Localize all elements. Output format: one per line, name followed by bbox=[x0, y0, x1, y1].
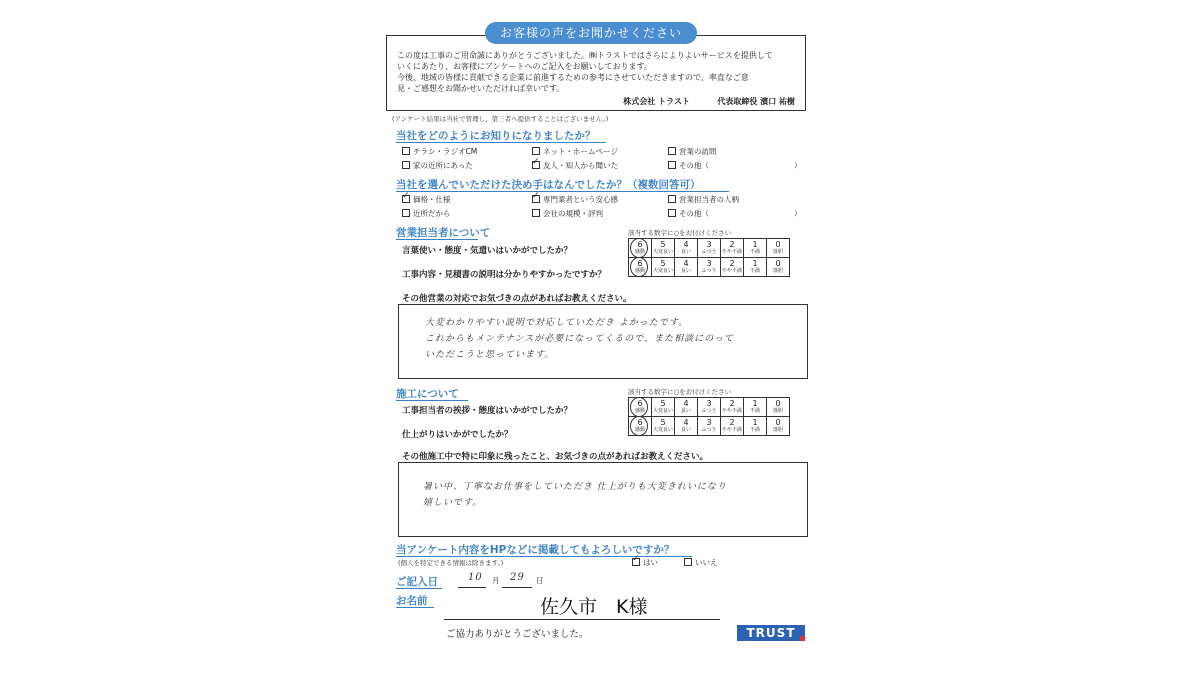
customer-name: 佐久市 K様 bbox=[540, 596, 648, 618]
rating-label: 大変良い bbox=[652, 268, 673, 274]
rating-label: 良い bbox=[680, 249, 691, 255]
rating-cell[interactable] bbox=[652, 239, 675, 258]
q1-option[interactable]: その他（ bbox=[668, 160, 709, 171]
rating-number: 6 bbox=[637, 399, 643, 408]
name-underline bbox=[396, 607, 434, 608]
rating-label: 大変良い bbox=[652, 408, 673, 414]
checkbox-icon bbox=[668, 147, 676, 155]
rating-number: 0 bbox=[775, 418, 781, 427]
checkbox-icon bbox=[684, 558, 692, 566]
q1-option[interactable]: ネット・ホームページ bbox=[532, 146, 618, 157]
rating-number: 3 bbox=[706, 259, 712, 268]
handwritten-line: 大変わかりやすい説明で対応していただき よかったです。 bbox=[425, 318, 689, 328]
publish-note: (個人を特定できる情報は除きます。) bbox=[398, 559, 504, 567]
handwritten-line: 暑い中、丁寧なお仕事をしていただき 仕上がりも大変きれいになり bbox=[423, 482, 727, 492]
rating-number: 3 bbox=[706, 399, 712, 408]
rating-label: ふつう bbox=[701, 427, 717, 433]
rating-number: 0 bbox=[775, 399, 781, 408]
rating-hint: 該当する数字に○をお付けください bbox=[628, 388, 732, 396]
q2-underline bbox=[396, 191, 729, 192]
rating-label: 良い bbox=[680, 268, 691, 274]
rating-number: 5 bbox=[660, 418, 666, 427]
entry-month: 10 bbox=[468, 572, 483, 583]
month-unit: 月 bbox=[492, 576, 500, 585]
rating-cell[interactable] bbox=[767, 258, 790, 277]
construction-rating-table bbox=[628, 397, 790, 436]
rating-label: 落胆 bbox=[772, 249, 783, 255]
month-line bbox=[458, 587, 486, 588]
sales-heading: 営業担当者について bbox=[396, 227, 491, 239]
rating-number: 6 bbox=[637, 418, 643, 427]
rating-number: 4 bbox=[683, 399, 689, 408]
rating-cell[interactable] bbox=[721, 258, 744, 277]
rating-label: 大変良い bbox=[652, 249, 673, 255]
rating-cell[interactable] bbox=[721, 417, 744, 436]
signature bbox=[623, 96, 795, 107]
publish-heading: 当アンケート内容をHPなどに掲載してもよろしいですか？ bbox=[396, 544, 675, 556]
rating-number: 3 bbox=[706, 240, 712, 249]
rating-cell[interactable] bbox=[675, 258, 698, 277]
rating-label: 感動 bbox=[634, 249, 645, 255]
privacy-note: (アンケート結果は当社で管理し、第三者へ提供することはございません。) bbox=[392, 115, 609, 123]
sales-comment-box[interactable] bbox=[398, 304, 808, 379]
rating-cell[interactable] bbox=[721, 398, 744, 417]
sales-question-a: 言葉使い・態度・気遣いはいかがでしたか？ bbox=[402, 246, 573, 256]
rating-number: 1 bbox=[752, 240, 758, 249]
q2-option[interactable]: 営業担当者の人柄 bbox=[668, 194, 739, 205]
construction-heading: 施工について bbox=[396, 388, 459, 400]
rating-number: 2 bbox=[729, 259, 735, 268]
construction-comment-label: その他施工中で特に印象に残ったこと、お気づきの点があればお教えください。 bbox=[402, 452, 709, 462]
rating-cell[interactable] bbox=[698, 239, 721, 258]
rating-number: 5 bbox=[660, 240, 666, 249]
q1-option[interactable]: チラシ・ラジオCM bbox=[402, 146, 477, 157]
rating-label: 不満 bbox=[749, 249, 760, 255]
publish-no[interactable]: いいえ bbox=[684, 557, 718, 568]
rating-number: 1 bbox=[752, 399, 758, 408]
survey-title: お客様の声をお聞かせください bbox=[485, 22, 697, 44]
rating-cell[interactable] bbox=[629, 258, 652, 277]
rating-cell[interactable] bbox=[767, 398, 790, 417]
rating-cell[interactable] bbox=[675, 417, 698, 436]
close-paren: ） bbox=[794, 209, 802, 218]
rating-number: 6 bbox=[637, 240, 643, 249]
intro-box bbox=[386, 35, 806, 111]
rating-label: 不満 bbox=[749, 408, 760, 414]
checkbox-icon bbox=[402, 147, 410, 155]
sales-question-b: 工事内容・見積書の説明は分かりやすかったですか？ bbox=[402, 270, 607, 280]
rating-cell[interactable] bbox=[652, 398, 675, 417]
checkbox-icon bbox=[402, 209, 410, 217]
rating-label: ふつう bbox=[701, 249, 717, 255]
rating-number: 3 bbox=[706, 418, 712, 427]
rating-label: 不満 bbox=[749, 427, 760, 433]
rating-cell[interactable] bbox=[698, 258, 721, 277]
close-paren: ） bbox=[794, 161, 802, 170]
rating-label: やや不満 bbox=[721, 249, 742, 255]
entry-date-label: ご記入日 bbox=[396, 576, 438, 588]
rating-number: 4 bbox=[683, 240, 689, 249]
checkbox-icon bbox=[668, 209, 676, 217]
logo-text: TRUST bbox=[746, 626, 796, 640]
selected-circle-mark bbox=[630, 397, 648, 417]
selected-circle-mark bbox=[630, 257, 648, 277]
rating-cell[interactable] bbox=[675, 239, 698, 258]
q2-option[interactable]: ✓ 専門業者という安心感 bbox=[532, 194, 618, 205]
rating-label: 感動 bbox=[634, 427, 645, 433]
rating-cell[interactable] bbox=[744, 258, 767, 277]
survey-sheet bbox=[384, 22, 812, 647]
rating-label: 感動 bbox=[634, 408, 645, 414]
rating-label: やや不満 bbox=[721, 427, 742, 433]
day-line bbox=[502, 587, 532, 588]
rating-row bbox=[629, 417, 790, 436]
rating-number: 1 bbox=[752, 418, 758, 427]
rating-label: ふつう bbox=[701, 268, 717, 274]
company-name: 株式会社 トラスト bbox=[623, 97, 690, 106]
rating-label: 良い bbox=[680, 427, 691, 433]
rating-cell[interactable] bbox=[744, 239, 767, 258]
q1-option[interactable]: ✓ 友人・知人から聞いた bbox=[532, 160, 618, 171]
rating-cell[interactable] bbox=[652, 258, 675, 277]
rating-label: やや不満 bbox=[721, 408, 742, 414]
rating-label: やや不満 bbox=[721, 268, 742, 274]
q2-option[interactable]: 会社の規模・評判 bbox=[532, 208, 603, 219]
rating-cell[interactable] bbox=[629, 398, 652, 417]
rating-number: 4 bbox=[683, 418, 689, 427]
rating-cell[interactable] bbox=[698, 417, 721, 436]
rating-row bbox=[629, 398, 790, 417]
rating-cell[interactable] bbox=[767, 417, 790, 436]
day-unit: 日 bbox=[536, 576, 544, 585]
selected-circle-mark bbox=[630, 416, 648, 436]
handwritten-line: これからもメンテナンスが必要になってくるので、また相談にのって bbox=[425, 334, 735, 344]
rating-number: 5 bbox=[660, 399, 666, 408]
name-label: お名前 bbox=[396, 595, 428, 607]
rating-number: 2 bbox=[729, 399, 735, 408]
sales-underline bbox=[396, 239, 478, 240]
q1-option[interactable]: 家の近所にあった bbox=[402, 160, 473, 171]
rating-label: 不満 bbox=[749, 268, 760, 274]
rating-number: 2 bbox=[729, 418, 735, 427]
intro-line: この度は工事のご用命誠にありがとうございました。㈱トラストではさらによりよいサービスを提供して bbox=[397, 51, 773, 60]
rating-label: ふつう bbox=[701, 408, 717, 414]
rating-cell[interactable] bbox=[721, 239, 744, 258]
thanks-text: ご協力ありがとうございました。 bbox=[446, 629, 589, 640]
sales-comment-label: その他営業の対応でお気づきの点があればお教えください。 bbox=[402, 294, 632, 304]
q1-heading: 当社をどのようにお知りになりましたか？ bbox=[396, 130, 596, 142]
construction-comment-box[interactable] bbox=[398, 462, 808, 537]
rating-cell[interactable] bbox=[698, 398, 721, 417]
rating-cell[interactable] bbox=[652, 417, 675, 436]
intro-line: いくにあたり、お客様にアンケートへのご記入をお願いしております。 bbox=[397, 62, 652, 71]
rating-number: 0 bbox=[775, 240, 781, 249]
rating-label: 落胆 bbox=[772, 408, 783, 414]
q2-option[interactable]: ✓価格・仕様 bbox=[402, 194, 451, 205]
rating-hint: 該当する数字に○をお付けください bbox=[628, 229, 732, 237]
rating-label: 落胆 bbox=[772, 427, 783, 433]
checked-checkbox-icon bbox=[402, 195, 410, 203]
rating-label: 良い bbox=[680, 408, 691, 414]
selected-circle-mark bbox=[630, 238, 648, 258]
rating-label: 大変良い bbox=[652, 427, 673, 433]
rating-number: 5 bbox=[660, 259, 666, 268]
q2-option[interactable]: 近所だから bbox=[402, 208, 451, 219]
checkbox-icon bbox=[532, 209, 540, 217]
rating-label: 感動 bbox=[634, 268, 645, 274]
q2-option[interactable]: その他（ bbox=[668, 208, 709, 219]
entry-day: 29 bbox=[510, 572, 525, 583]
construction-question-a: 工事担当者の挨拶・態度はいかがでしたか？ bbox=[402, 406, 573, 416]
trust-logo bbox=[737, 625, 805, 641]
rating-cell[interactable] bbox=[744, 398, 767, 417]
intro-line: 今後、地域の皆様に貢献できる企業に前進するための参考にさせていただきますので、率直なご意 bbox=[397, 73, 749, 82]
rating-number: 4 bbox=[683, 259, 689, 268]
construction-underline bbox=[396, 400, 468, 401]
checkbox-icon bbox=[668, 195, 676, 203]
rating-label: 落胆 bbox=[772, 268, 783, 274]
checked-checkbox-icon bbox=[532, 195, 540, 203]
rating-number: 1 bbox=[752, 259, 758, 268]
rating-cell[interactable] bbox=[675, 398, 698, 417]
logo-mark-icon bbox=[800, 636, 805, 641]
checked-checkbox-icon bbox=[532, 161, 540, 169]
intro-text bbox=[397, 50, 797, 94]
rating-cell[interactable] bbox=[629, 417, 652, 436]
q2-heading: 当社を選んでいただけた決め手はなんでしたか？（複数回答可） bbox=[396, 179, 701, 191]
name-line bbox=[444, 619, 720, 620]
q1-option[interactable]: 営業の訪問 bbox=[668, 146, 717, 157]
entry-date-underline bbox=[396, 588, 442, 589]
rating-number: 2 bbox=[729, 240, 735, 249]
rating-number: 0 bbox=[775, 259, 781, 268]
rating-cell[interactable] bbox=[767, 239, 790, 258]
checkbox-icon bbox=[532, 147, 540, 155]
rating-number: 6 bbox=[637, 259, 643, 268]
rating-cell[interactable] bbox=[629, 239, 652, 258]
rating-cell[interactable] bbox=[744, 417, 767, 436]
publish-yes[interactable]: ✓ はい bbox=[632, 557, 658, 568]
q1-underline bbox=[396, 142, 606, 143]
intro-line: 見・ご感想をお聞かせいただければ幸いです。 bbox=[397, 84, 565, 93]
construction-question-b: 仕上がりはいかがでしたか？ bbox=[402, 430, 513, 440]
representative: 代表取締役 濱口 祐樹 bbox=[717, 97, 795, 106]
handwritten-line: 嬉しいです。 bbox=[423, 498, 483, 508]
checkbox-icon bbox=[402, 161, 410, 169]
rating-row bbox=[629, 258, 790, 277]
sales-rating-table bbox=[628, 238, 790, 277]
rating-row bbox=[629, 239, 790, 258]
handwritten-line: いただこうと思っています。 bbox=[425, 350, 555, 360]
checkbox-icon bbox=[668, 161, 676, 169]
checked-checkbox-icon bbox=[632, 558, 640, 566]
